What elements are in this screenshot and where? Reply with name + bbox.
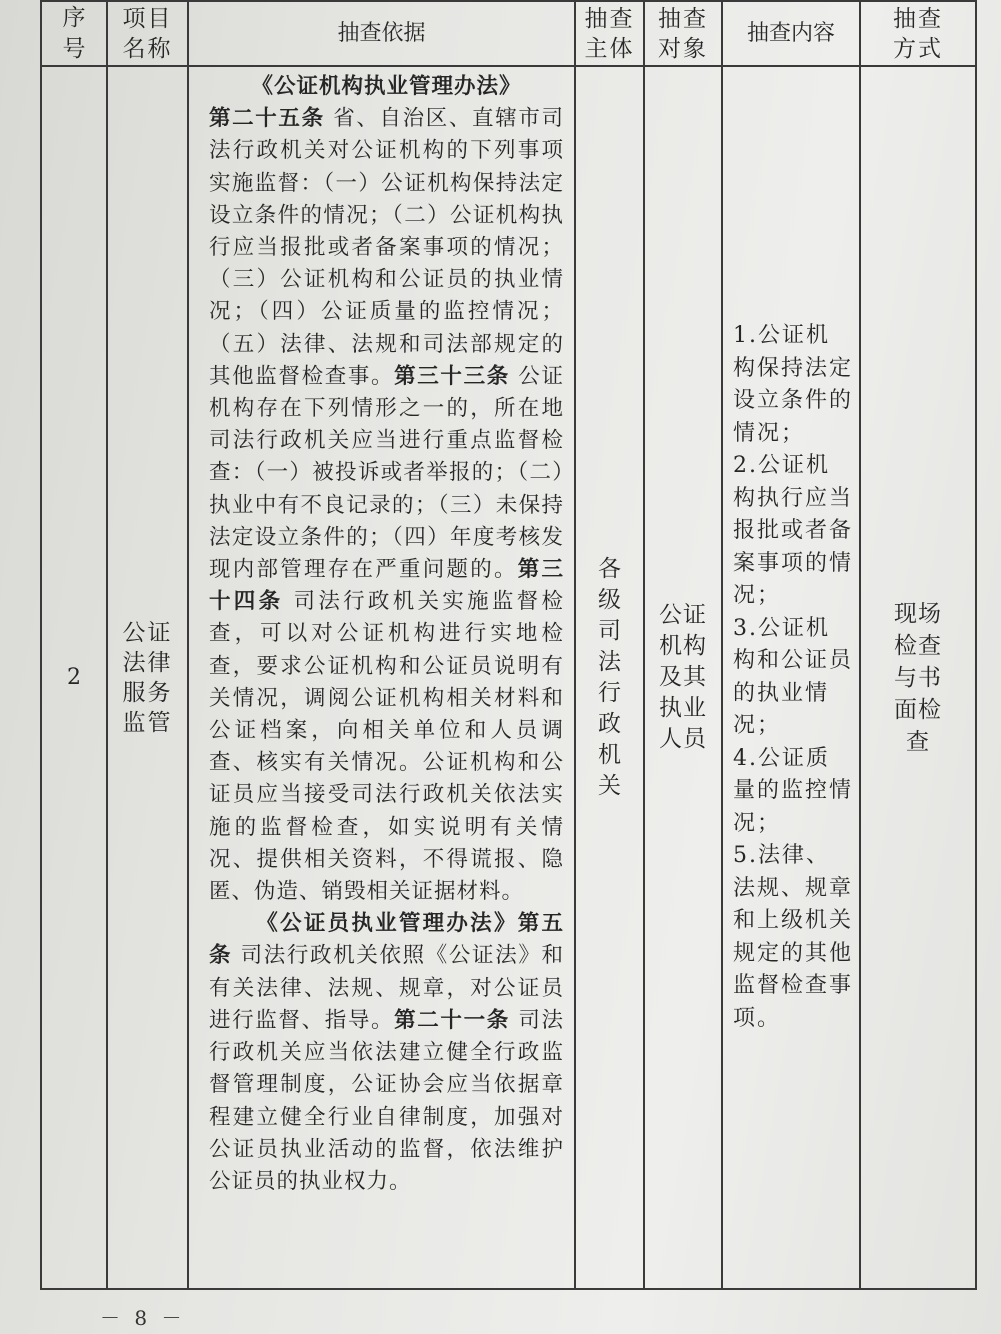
list-item: 4.公证质量的监控情况； (733, 745, 854, 836)
cell-basis (188, 66, 575, 1289)
header-row (41, 1, 976, 66)
cell-content (722, 66, 860, 1289)
table-row (41, 66, 976, 1289)
header-basis: 抽查依据 (188, 1, 575, 66)
header-seq: 序号 (41, 1, 107, 66)
list-item: 5.法律、法规、规章和上级机关规定的其他监督检查事项。 (733, 843, 854, 1031)
law1-body: 第二十五条 省、自治区、直辖市司法行政机关对公证机构的下列事项实施监督：（一）公证机构保持法定设立条件的情况；（二）公证机构执行应当报批或者备案事项的情况；（三）公证机构和公证员的执业情况；（四）公证质量的监控情况；（五）法律、法规和司法部规定的其他监督检查事。第三十三条 公证机构存在下列情形之一的，所在地司法行政机关应当进行重点监督检查：（一）被投诉或者举报的；（二）执业中有不良记录的；（三）未保持法定设立条件的；（四）年度考核发现内部管理存在严重问题的。第三十四条 司法行政机关实施监督检查，可以对公证机构进行实地检查，要求公证机构和公证员说明有关情况，调阅公证机构相关材料和公证档案，向相关单位和人员调查、核实有关情况。公证机构和公证员应当接受司法行政机关依法实施的监督检查，如实说明有关情况、提供相关资料，不得谎报、隐匿、伪造、销毁相关证据材料。 (209, 106, 564, 905)
header-method: 抽查方式 (860, 1, 976, 66)
list-item: 2.公证机构执行应当报批或者备案事项的情况； (733, 453, 854, 608)
law2-body: 《公证员执业管理办法》第五条 司法行政机关依照《公证法》和有关法律、法规、规章，对公证员进行监督、指导。第二十一条 司法行政机关应当依法建立健全行政监督管理制度，公证协会应当依据章程建立健全行业自律制度，加强对公证员执业活动的监督，依法维护公证员的执业权力。 (209, 911, 564, 1194)
inspection-table (40, 0, 977, 1290)
page-number: － 8 － (100, 1306, 186, 1330)
list-item: 1.公证机构保持法定设立条件的情况； (733, 323, 854, 446)
cell-seq: 2 (41, 66, 107, 1289)
list-item: 3.公证机构和公证员的执业情况； (733, 615, 854, 738)
law1-title: 《公证机构执业管理办法》 (251, 74, 522, 99)
header-project: 项目名称 (107, 1, 188, 66)
cell-method: 现场检查与书面检查 (860, 66, 976, 1289)
header-subject: 抽查主体 (575, 1, 644, 66)
content-list (723, 320, 859, 1035)
cell-subject: 各级司法行政机关 (575, 66, 644, 1289)
cell-object: 公证机构及其执业人员 (644, 66, 722, 1289)
header-content: 抽查内容 (722, 1, 860, 66)
header-object: 抽查对象 (644, 1, 722, 66)
cell-project: 公证法律服务监管 (107, 66, 188, 1289)
